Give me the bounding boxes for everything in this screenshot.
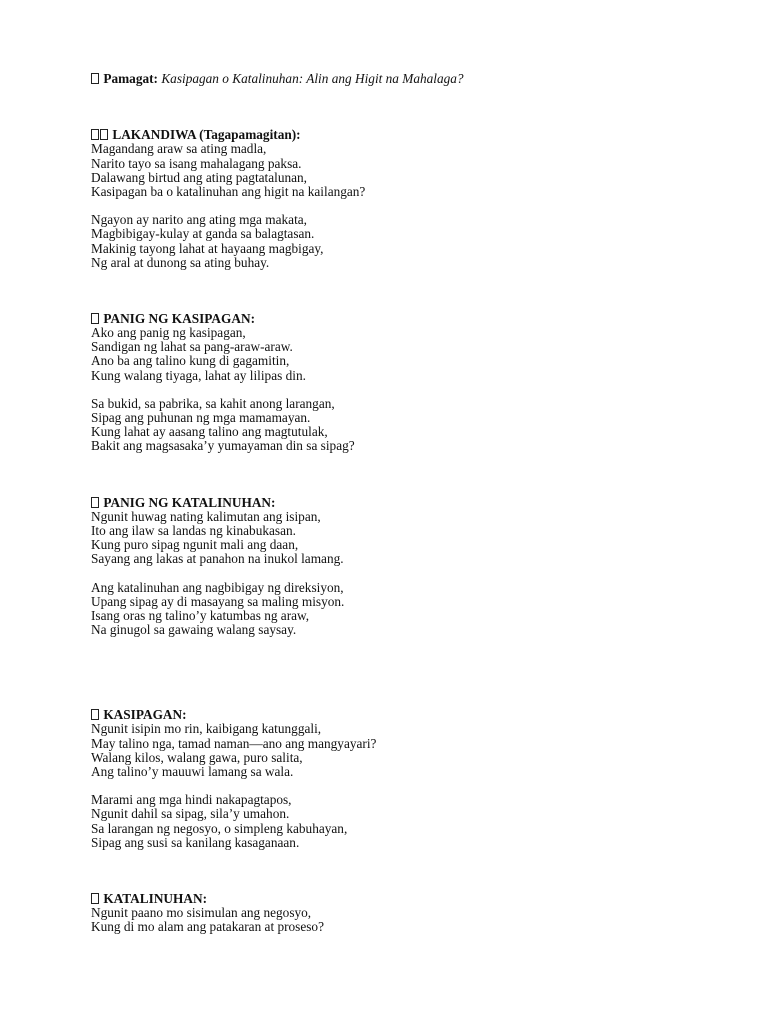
document-page — [91, 72, 731, 935]
verse-line: Ngunit isipin mo rin, kaibigang katunggali, — [91, 721, 322, 737]
spacer — [91, 850, 731, 892]
spacer — [91, 86, 731, 128]
verse-line: Bakit ang magsasaka’y yumayaman din sa sipag? — [91, 438, 355, 454]
verse-line: Sandigan ng lahat sa pang-araw-araw. — [91, 339, 293, 355]
verse-line: Sa bukid, sa pabrika, sa kahit anong larangan, — [91, 395, 335, 411]
section-kasipagan — [91, 708, 731, 850]
missing-glyph-icon — [91, 73, 99, 84]
verse-line: Kung di mo alam ang patakaran at proseso? — [91, 919, 324, 935]
spacer — [91, 637, 731, 708]
verse-line: Ngayon ay narito ang ating mga makata, — [91, 212, 308, 228]
missing-glyph-icon — [91, 497, 99, 508]
verse-line: Sipag ang puhunan ng mga mamamayan. — [91, 410, 311, 425]
verse-line: Sipag ang susi sa kanilang kasaganaan. — [91, 834, 300, 850]
missing-glyph-icon — [91, 129, 99, 140]
verse-line: Kung lahat ay aasang talino ang magtutulak, — [91, 424, 328, 440]
verse-line: May talino nga, tamad naman—ano ang mangyayari? — [91, 735, 377, 751]
section-heading-text: KASIPAGAN: — [103, 707, 187, 723]
verse-line: Kung walang tiyaga, lahat ay lilipas din. — [91, 367, 306, 383]
verse-line: Marami ang mga hindi nakapagtapos, — [91, 792, 292, 808]
verse-line: Ito ang ilaw sa landas ng kinabukasan. — [91, 522, 296, 538]
spacer — [91, 270, 731, 312]
verse-line: Ngunit huwag nating kalimutan ang isipan, — [91, 508, 321, 524]
section-heading — [91, 496, 731, 510]
verse-line: Kasipagan ba o katalinuhan ang higit na kailangan? — [91, 183, 366, 199]
verse-line: Makinig tayong lahat at hayaang magbigay, — [91, 240, 324, 256]
stanza-gap — [91, 567, 731, 581]
verse-line: Ngunit paano mo sisimulan ang negosyo, — [91, 905, 312, 921]
verse-line: Ng aral at dunong sa ating buhay. — [91, 254, 270, 270]
verse-line: Ang talino’y mauuwi lamang sa wala. — [91, 764, 294, 779]
section-heading — [91, 312, 731, 326]
missing-glyph-icon — [91, 313, 99, 324]
spacer — [91, 454, 731, 496]
verse-line: Sa larangan ng negosyo, o simpleng kabuhayan, — [91, 820, 348, 836]
title-line — [91, 72, 731, 86]
stanza-gap — [91, 199, 731, 213]
stanza-gap — [91, 383, 731, 397]
section-lakandiwa — [91, 128, 731, 270]
verse-line: Ngunit dahil sa sipag, sila’y umahon. — [91, 806, 290, 822]
verse-line: Ako ang panig ng kasipagan, — [91, 325, 246, 341]
verse-line: Narito tayo sa isang mahalagang paksa. — [91, 155, 302, 171]
verse-line: Upang sipag ay di masayang sa maling misyon. — [91, 593, 345, 609]
section-heading-text: PANIG NG KASIPAGAN: — [103, 310, 256, 326]
verse-line: Isang oras ng talino’y katumbas ng araw, — [91, 607, 310, 623]
section-heading — [91, 128, 731, 142]
verse-line: Ano ba ang talino kung di gagamitin, — [91, 353, 290, 369]
verse-line: Magandang araw sa ating madla, — [91, 141, 267, 157]
missing-glyph-icon — [100, 129, 108, 140]
title-text: Kasipagan o Katalinuhan: Alin ang Higit na Mahalaga? — [161, 71, 464, 86]
section-panig-kasipagan — [91, 312, 731, 454]
verse-line: Magbibigay-kulay at ganda sa balagtasan. — [91, 226, 315, 242]
section-panig-katalinuhan — [91, 496, 731, 638]
verse-line: Sayang ang lakas at panahon na inukol lamang. — [91, 551, 344, 567]
verse-line: Dalawang birtud ang ating pagtatalunan, — [91, 169, 308, 185]
section-heading-text: KATALINUHAN: — [103, 890, 207, 906]
missing-glyph-icon — [91, 709, 99, 720]
section-heading — [91, 892, 731, 906]
title-label: Pamagat: — [103, 71, 158, 86]
verse-line: Walang kilos, walang gawa, puro salita, — [91, 749, 303, 765]
stanza-gap — [91, 779, 731, 793]
section-heading-text: LAKANDIWA (Tagapamagitan): — [112, 127, 301, 143]
missing-glyph-icon — [91, 893, 99, 904]
verse-line: Na ginugol sa gawaing walang saysay. — [91, 622, 297, 638]
verse-line: Kung puro sipag ngunit mali ang daan, — [91, 537, 299, 553]
section-katalinuhan — [91, 892, 731, 935]
verse-line: Ang katalinuhan ang nagbibigay ng direksiyon, — [91, 579, 344, 595]
section-heading-text: PANIG NG KATALINUHAN: — [103, 494, 276, 510]
section-heading — [91, 708, 731, 722]
